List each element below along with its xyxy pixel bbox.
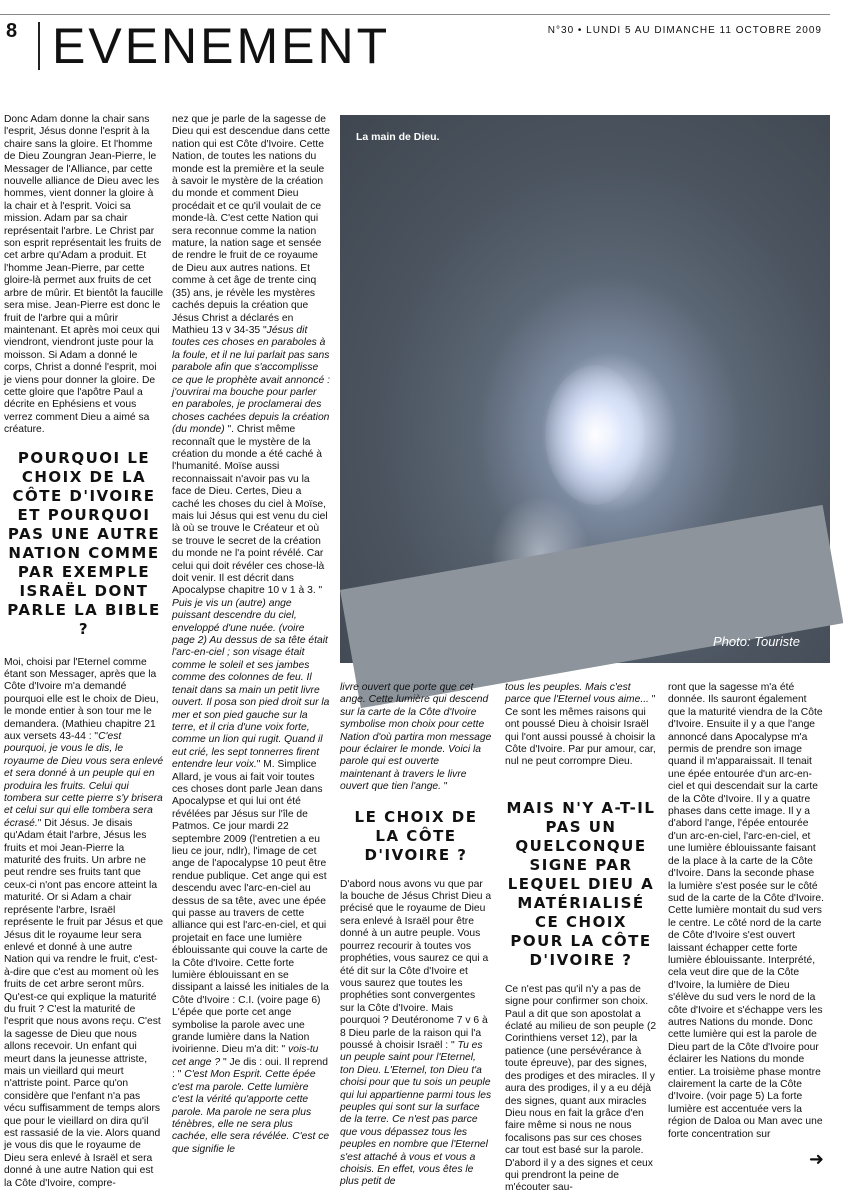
col1-paragraph-1: Donc Adam donne la chair sans l'esprit, Jésus donne l'esprit à la chaire sans la gloire. Et l'homme de Dieu Zoungran Jean-Pierre, le Messager de l'Alliance, par cette nouvelle alliance de Dieu avec les hommes, vient donner la gloire à la chair et à l'esprit. Voici sa mission. Adam par sa chair représentait l'arbre. Le Christ par son esprit représentait les fruits de cet arbre qu'Adam a produit. Et l'homme Jean-Pierre, par cette gloire-là permet aux fruits de cet arbre de mûrir. Et bientôt la faucille sera mise. Jean-Pierre est donc le fruit de l'arbre qui a mûrir maintenant. Et après moi ceux qui viendront, viendront juste pour la moisson. Si Adam a donné le corps, Christ a donné l'esprit, moi je viens pour donner la gloire. De cette gloire que l'apôtre Paul a décrite en Ephésiens et vous verrez comment Dieu a aimé sa créature. bbox=[4, 114, 164, 436]
column-5 bbox=[668, 682, 824, 1152]
continue-arrow-icon: ➜ bbox=[808, 1149, 824, 1169]
top-rule bbox=[0, 14, 830, 15]
column-3 bbox=[340, 682, 492, 1188]
column-2 bbox=[172, 114, 330, 1174]
photo-caption: La main de Dieu. bbox=[356, 131, 440, 143]
light-glow bbox=[545, 365, 645, 505]
photo-ceiling-corner bbox=[340, 505, 843, 708]
photo-credit: Photo: Touriste bbox=[713, 634, 800, 649]
col3-heading: LE CHOIX DE LA CÔTE D'IVOIRE ? bbox=[354, 807, 478, 864]
column-4 bbox=[505, 682, 657, 1194]
col1-paragraph-2: Moi, choisi par l'Eternel comme étant son Messager, après que la Côte d'Ivoire m'a demandé pourquoi elle est le choix de Dieu, le monde entier à son tour me le demandera. (Mathieu chapitre 21 aux versets 43-44 : "C'est pourquoi, je vous le dis, le royaume de Dieu vous sera enlevé et sera donné à un peuple qui en produira les fruits. Celui qui tombera sur cette pierre s'y brisera et celui sur qui elle tombera sera écrasé." Dit Jésus. Je disais qu'Adam était l'arbre, Jésus les fruits et moi Jean-Pierre la maturité des fruits. Un arbre ne peut rendre ses fruits tant que ceux-ci n'ont pas encore atteint la maturité. Or si Adam a chair représente l'arbre, Israël représente le fruit par Jésus et que Jésus dit le royaume leur sera enlevé et donné à une autre Nation qui va rendre le fruit, c'est-à-dire que c'est au moment où les fruits de cet arbre seront mûrs. Qu'est-ce qui explique la maturité du fruit ? C'est la maturité de l'esprit que nous avons reçu. C'est la sagesse de Dieu que nous allons recevoir. Un enfant qui meurt dans la jeunesse attriste, mais un vieillard qui meurt n'attriste point. Parce qu'on considère que l'enfant n'a pas vécu suffisamment de temps alors que pour le vieillard on dira qu'il est rassasié de la vie. Alors quand je vous dis que le royaume de Dieu sera enlevé à Israël et sera donné à une autre Nation qui est la Côte d'Ivoire, compre- bbox=[4, 656, 164, 1189]
section-title: EVENEMENT bbox=[52, 18, 391, 74]
col4-paragraph-2: Ce n'est pas qu'il n'y a pas de signe pour confirmer son choix. Paul a dit que son apostolat a éclaté au milieu de son peuple (2 Corinthiens verset 12), par la patience (une persévérance à toute épreuve), par des signes, des prodiges et des miracles. Il y aura des prodiges, il y a eu déjà des signes, quant aux miracles Dieu nous en fait la grâce d'en faire même si nous ne nous focalisons pas sur ces choses car tout est basé sur la parole. D'abord il y a des signes et ceux qui prendront la peine de m'écouter sau- bbox=[505, 983, 657, 1194]
page-number: 8 bbox=[6, 20, 18, 42]
header-divider bbox=[38, 22, 40, 70]
col3-paragraph-2: D'abord nous avons vu que par la bouche de Jésus Christ Dieu a précisé que le royaume de Dieu sera enlevé à Israël pour être donné à un autre peuple. Vous pourrez recourir à toutes vos prophéties, vous saurez ce qui a été dit sur la Côte d'Ivoire et vous saurez que toutes les prophéties sont convergentes sur la Côte d'Ivoire. Mais pourquoi ? Deutéronome 7 v 6 à 8 Dieu parle de la raison qui l'a poussé à choisir Israël : " Tu es un peuple saint pour l'Eternel, ton Dieu. L'Eternel, ton Dieu t'a choisi pour que tu sois un peuple qui lui appartienne parmi tous les peuples qui sont sur la surface de la terre. Ce n'est pas parce que vous dépassez tous les peuples en nombre que l'Eternel s'est attaché à vous et vous a choisis. En effet, vous êtes le plus petit de bbox=[340, 878, 492, 1188]
col1-heading: POURQUOI LE CHOIX DE LA CÔTE D'IVOIRE ET POURQUOI PAS UNE AUTRE NATION COMME PAR EXEMPLE ISRAËL DONT PARLE LA BIBLE ? bbox=[7, 448, 161, 638]
col5-paragraph-1: ront que la sagesse m'a été donnée. Ils sauront également que la maturité viendra de la Côte d'Ivoire. Ensuite il y a que l'ange annoncé dans Apocalypse m'a permis de prendre son image quand il m'apparaissait. Il tenait une épée entourée d'un arc-en-ciel et qui descendait sur la carte de la Côte d'Ivoire. Il y a quatre phases dans cette image. Il y a d'abord l'ange, l'épée entourée d'un arc-en-ciel, l'arc-en-ciel, et une lumière éblouissante faisant de la place à la carte de la Côte d'Ivoire. Dans la seconde phase la lumière s'est posée sur le côté sud de la carte de la Côte d'Ivoire. Cette lumière montait du sud vers le centre. Le côté nord de la carte de Côte d'Ivoire s'est ouvert laissant échapper cette forte lumière éblouissante. Interprété, cela veut dire que de la Côte d'Ivoire, la lumière de Dieu s'élève du sud vers le nord de la côte d'Ivoire et s'échappe vers les autres Nations du monde. Donc cette lumière qui est la parole de Dieu part de la Côte d'Ivoire pour éclairer les Nations du monde entier. La troisième phase montre clairement la carte de la Côte d'Ivoire. (voir page 5) La forte lumière est accentuée vers la région de Daloa ou Man avec une forte concentration sur bbox=[668, 682, 824, 1140]
col2-paragraph-1: nez que je parle de la sagesse de Dieu qui est descendue dans cette nation qui est Côte d'Ivoire. Cette Nation, de toutes les nations du monde est la première et la seule à savoir le mystère de la création du monde et comment Dieu procédait et ce qu'il voulait de ce monde-là. C'est cette Nation qui sera reconnue comme la nation mature, la nation sage et sensée de rendre le fruit de ce royaume de Dieu aux autres nations. Et comme à cet âge de trente cinq (35) ans, je révèle les mystères cachés depuis la création que Jésus Christ a déclarés en Mathieu 13 v 34-35 "Jésus dit toutes ces choses en paraboles à la foule, et il ne lui parlait pas sans parabole afin que s'accomplisse ce que le prophète avait annoncé : j'ouvrirai ma bouche pour parler en paraboles, je proclamerai des choses cachées depuis la création (du monde) ". Christ même reconnaît que le mystère de la création du monde a été caché à l'humanité. Moïse aussi reconnaissait n'avoir pas vu la face de Dieu. Certes, Dieu a caché les choses du ciel à Moïse, mais lui Jésus qui est venu du ciel là où se trouve le Créateur et où se trouve le secret de la création du monde ne l'a point révélé. Car celui qui doit révéler ces chose-là doit venir. Il est décrit dans Apocalypse chapitre 10 v 1 à 3. " Puis je vis un (autre) ange puissant descendre du ciel, enveloppé d'une nuée. (voire page 2) Au dessus de sa tête était l'arc-en-ciel ; son visage était comme le soleil et ses jambes comme des colonnes de feu. Il tenait dans sa main un petit livre ouvert. Il posa son pied droit sur la mer et son pied gauche sur la terre, et il cria d'une voix forte, comme un lion qui rugit. Quand il eut crié, les sept tonnerres firent entendre leur voix." M. Simplice Allard, je vous ai fait voir toutes ces choses dont parle Jean dans Apocalypse et qui lui ont été révélées par Jésus sur l'île de Patmos. Ce jour mardi 22 septembre 2009 (l'entretien a eu lieu ce jour, ndlr), l'image de cet ange de l'apocalypse 10 peut être rendue publique. Cet ange qui est descendu avec l'arc-en-ciel au dessus de sa tête, avec une épée qui passe au travers de cette alliance qui est l'arc-en-ciel, et qui projetait en face une lumière éblouissante qui couve la carte de la Côte d'Ivoire. Cette forte lumière éblouissant en se dissipant a laissé les initiales de la Côte d'Ivoire : C.I. (voire page 6) L'épée que porte cet ange symbolise la parole avec une grande lumière dans la Nation ivoirienne. Dieu m'a dit: " vois-tu cet ange ? " Je dis : oui. Il reprend : " C'est Mon Esprit. Cette épée c'est ma parole. Cette lumière c'est la vérité qu'apporte cette parole. Ma parole ne sera plus ténèbres, elle ne sera plus cachée, elle sera révélée. C'est ce que signifie le bbox=[172, 114, 331, 1155]
issue-line: N°30 • LUNDI 5 AU DIMANCHE 11 OCTOBRE 2009 bbox=[547, 25, 822, 36]
col3-paragraph-1: livre ouvert que porte que cet ange. Cette lumière qui descend sur la carte de la Côte d'Ivoire symbolise mon choix pour cette Nation d'où partira mon message pour éclairer le monde. Voici la parole qui est ouverte maintenant à travers le livre ouvert que tien l'ange. " bbox=[340, 682, 492, 793]
column-1 bbox=[4, 114, 164, 1189]
col4-paragraph-1: tous les peuples. Mais c'est parce que l'Eternel vous aime... " Ce sont les mêmes raisons qui ont poussé Dieu à choisir Israël qui l'ont aussi poussé à choisir la Côte d'Ivoire. Par pur amour, car, nul ne peut corrompre Dieu. bbox=[505, 682, 656, 768]
col4-heading: MAIS N'Y A-T-IL PAS UN QUELCONQUE SIGNE PAR LEQUEL DIEU A MATÉRIALISÉ CE CHOIX POUR LA CÔTE D'IVOIRE ? bbox=[506, 798, 656, 969]
photo-hand-of-god bbox=[340, 115, 830, 663]
